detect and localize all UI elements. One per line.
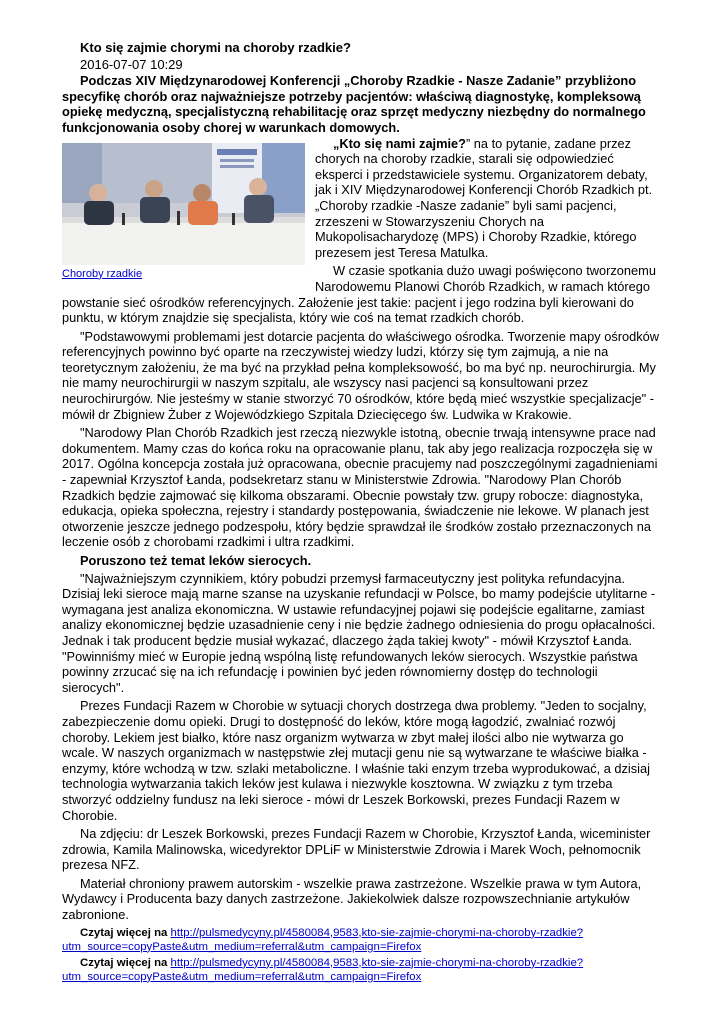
read-more-label: Czytaj więcej na <box>80 956 168 969</box>
article-date: 2016-07-07 10:29 <box>80 56 183 72</box>
read-more-link[interactable]: http://pulsmedycyny.pl/4580084,9583,kto-sie-zajmie-chorymi-na-choroby-rzadkie?utm_source=copyPaste&utm_medium=referral&utm_campaign=Firefox <box>62 926 584 953</box>
read-more-label: Czytaj więcej na <box>80 926 168 939</box>
paragraph: Materiał chroniony prawem autorskim - wszelkie prawa zastrzeżone. Wszelkie prawa w tym Autora, Wydawcy i Producenta bazy danych zastrzeżone. Jakiekolwiek dalsze rozpowszechnianie artykułów zabronione. <box>62 875 642 923</box>
paragraph: "Narodowy Plan Chorób Rzadkich jest rzeczą niezwykle istotną, obecnie trwają intensywne prace nad dokumentem. Mamy czas do końca roku na opracowanie planu, tak aby jego realizacja rozpoczęła się w 2017. Ogólna koncepcja została już opracowana, obecnie pracujemy nad poszczególnymi zagadnieniami - zapewniał Krzysztof Łanda, podsekretarz stanu w Ministerstwie Zdrowia. "Narodowy Plan Chorób Rzadkich będzie zajmować się kilkoma obszarami. Obecnie powstały tzw. grupy robocze: diagnostyka, edukacja, opieka społeczna, rejestry i standardy postępowania, świadczenie nie lekowe. W planach jest otworzenie jeszcze jednego podzespołu, który będzie sprawdzał ile środków zostało przeznaczonych na leczenie osób z chorobami rzadkimi i ultra rzadkimi. <box>62 425 658 550</box>
article-lead: Podczas XIV Międzynarodowej Konferencji „Choroby Rzadkie - Nasze Zadanie” przybliżono specyfikę chorób oraz najważniejsze potrzeby pacjentów: właściwą diagnostykę, kompleksową opiekę medyczną, specjalistyczną rehabilitację oraz sprzęt medyczny niezbędny do normalnego funkcjonowania osoby chorej w warunkach domowych. <box>62 73 646 135</box>
paragraph: Prezes Fundacji Razem w Chorobie w sytuacji chorych dostrzega dwa problemy. "Jeden to socjalny, zabezpieczenie domu opieki. Drugi to dostępność do leków, które mogą łagodzić, zwalniać rozwój choroby. Lekiem jest białko, które nasz organizm wytwarza w zbyt małej ilości albo nie wytwarza go wcale. W naszych organizmach w następstwie złej mutacji genu nie są wytwarzane te właściwe białka - enzymy, które wchodzą w tzw. szlaki metaboliczne. I właśnie taki enzym trzeba wyprodukować, a dzisiaj technologia wytwarzania takich leków jest kulawa i niezwykle kosztowna. W związku z tym trzeba stworzyć oddzielny fundusz na leki sieroce - mówi dr Leszek Borkowski, prezes Fundacji Razem w Chorobie. <box>62 698 650 823</box>
read-more <box>62 926 662 954</box>
paragraph: W czasie spotkania dużo uwagi poświęcono tworzonemu Narodowemu Planowi Chorób Rzadkich, w ramach którego powstanie sieć ośrodków referencyjnych. Założenie jest takie: pacjent i jego rodzina byli kierowani do punktu, w którym znajdzie się specjalista, który wie coś na temat rzadkich chorób. <box>62 263 656 326</box>
photo-caption-link[interactable]: Choroby rzadkie <box>62 267 143 280</box>
section-subheading: Poruszono też temat leków sierocych. <box>80 553 312 568</box>
read-more-link[interactable]: http://pulsmedycyny.pl/4580084,9583,kto-sie-zajmie-chorymi-na-choroby-rzadkie?utm_source=copyPaste&utm_medium=referral&utm_campaign=Firefox <box>62 956 584 983</box>
conference-photo <box>62 143 305 265</box>
paragraph-question: „Kto się nami zajmie? <box>333 135 466 151</box>
paragraph: "Podstawowymi problemami jest dotarcie pacjenta do właściwego ośrodka. Tworzenie mapy ośrodków referencyjnych powinno być oparte na rzeczywistej wiedzy ludzi, którzy się tym zajmują, a nie na teoretycznym założeniu, że ma być na przykład pełna kompleksowość, bo ma być np. neurochirurgia. My nie mamy neurochirurgii w naszym szpitalu, ale wszyscy nasi pacjenci są konsultowani przez neurochirurgów. Nie jesteśmy w stanie stworzyć 70 ośrodków, które będą mieć wszystkie specjalizacje" - mówił dr Zbigniew Żuber z Wojewódzkiego Szpitala Dziecięcego św. Ludwika w Krakowie. <box>62 328 660 422</box>
paragraph-text: ” na to pytanie, zadane przez chorych na choroby rzadkie, starali się odpowiedzieć eksperci i przedstawiciele systemu. Organizatorem debaty, jak i XIV Międzynarodowej Konferencji Chorób Rzadkich pt. „Choroby rzadkie -Nasze zadanie” byli sami pacjenci, zrzeszeni w Stowarzyszeniu Chorych na Mukopolisacharydozę (MPS) i Choroby Rzadkie, którego prezesem jest Teresa Matulka. <box>315 135 653 260</box>
read-more <box>62 956 662 984</box>
paragraph: Na zdjęciu: dr Leszek Borkowski, prezes Fundacji Razem w Chorobie, Krzysztof Łanda, wiceminister zdrowia, Kamila Malinowska, wicedyrektor DPLiF w Ministerstwie Zdrowia i Marek Woch, pełnomocnik prezesa NFZ. <box>62 826 651 873</box>
article-title: Kto się zajmie chorymi na choroby rzadkie? <box>80 40 351 55</box>
paragraph: "Najważniejszym czynnikiem, który pobudzi przemysł farmaceutyczny jest polityka refundacyjna. Dzisiaj leki sieroce mają marne szanse na uzyskanie refundacji w Polsce, bo mamy podejście utylitarne - wymagana jest analiza ekonomiczna. W ustawie refundacyjnej pojawi się podejście egalitarne, zamiast analizy ekonomicznej będzie uzasadnienie ceny i nie będzie żadnego odniesienia do progu opłacalności. Jednak i tak producent będzie musiał wykazać, dlaczego żąda takiej kwoty" - mówił Krzysztof Łanda. "Powinniśmy mieć w Europie jedną wspólną listę refundowanych leków sierocych. Wszystkie państwa powinny zrzucać się na ich refundację i powinien być jeden równomierny dostęp do technologii sierocych". <box>62 570 656 695</box>
article <box>62 40 662 986</box>
article-figure <box>62 143 305 281</box>
